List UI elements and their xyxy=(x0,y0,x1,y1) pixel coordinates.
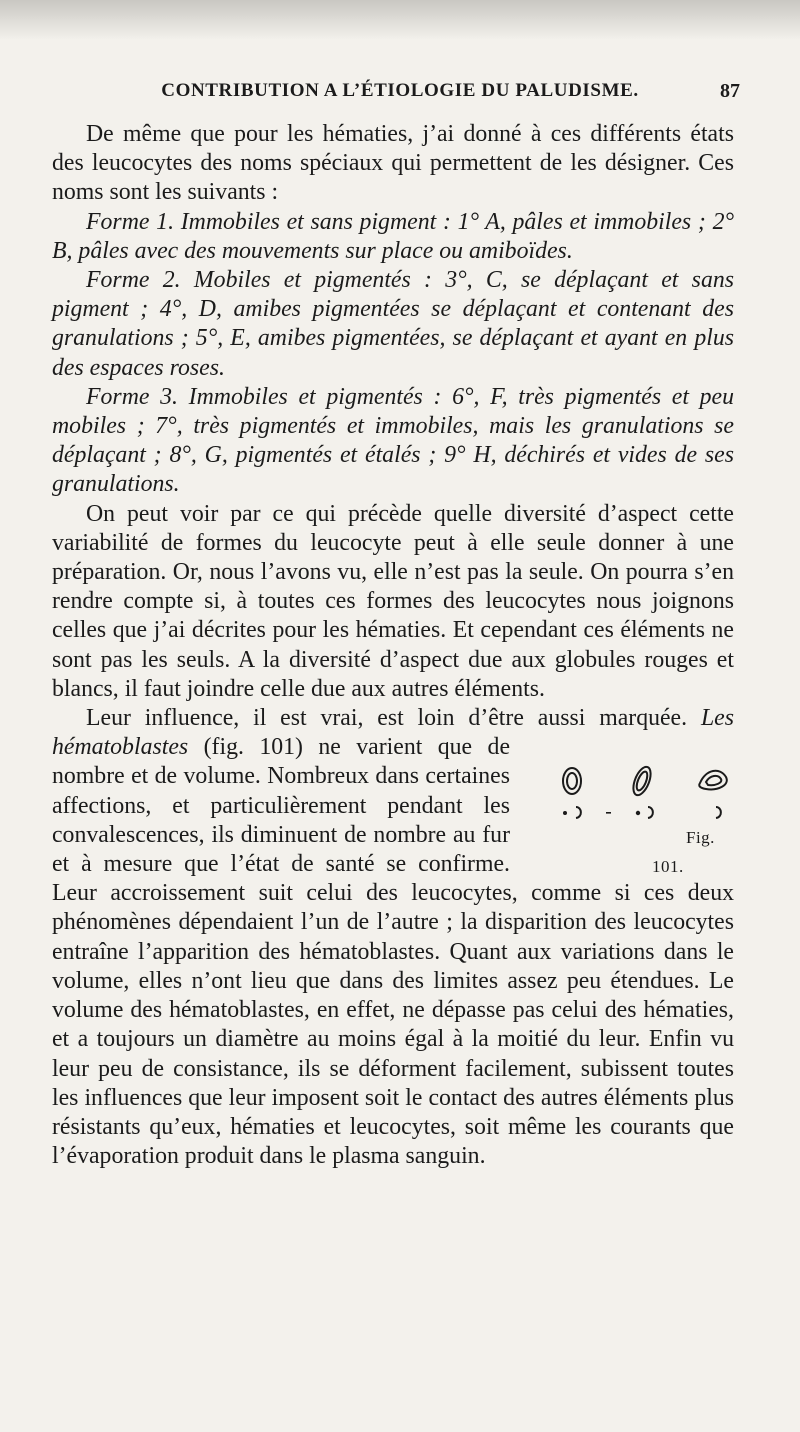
figure-caption: Fig. 101. xyxy=(652,828,715,877)
paragraph-hematoblastes xyxy=(52,704,734,1171)
figure-101 xyxy=(520,737,734,877)
hematoblastes-term: Les hématoblastes xyxy=(52,705,734,761)
page-edge-shadow xyxy=(0,0,800,40)
paragraph-1: De même que pour les hématies, j’ai donné à ces différents états des leucocytes des noms spéciaux qui permettent de les désigner. Ces noms sont les suivants : xyxy=(52,121,734,206)
body-text xyxy=(52,120,734,1171)
hematoblastes-lead: Leur influence, il est vrai, est loin d’être aussi marquée. xyxy=(86,705,688,732)
running-title: CONTRIBUTION A L’ÉTIOLOGIE DU PALUDISME. xyxy=(161,80,639,101)
paragraph-forme-3: Forme 3. Immobiles et pigmentés : 6°, F, très pigmentés et peu mobiles ; 7°, très pigmentés et immobiles, mais les granulations se déplaçant ; 8°, G, pigmentés et étalés ; 9° H, déchirés et vides de ses granulations. xyxy=(52,383,734,498)
running-header xyxy=(60,80,740,114)
paragraph-diversite: On peut voir par ce qui précède quelle diversité d’aspect cette variabilité de formes du leucocyte peut à elle seule donner à une préparation. Or, nous l’avons vu, elle n’est pas la seule. On pourra s’en rendre compte si, à toutes ces formes des leucocytes nous joignons celles que j’ai décrites pour les hématies. Et cependant ces éléments ne sont pas les seuls. A la diversité d’aspect due aux globules rouges et blancs, il faut joindre celle due aux autres éléments. xyxy=(52,500,734,702)
paragraph-forme-2: Forme 2. Mobiles et pigmentés : 3°, C, se déplaçant et sans pigment ; 4°, D, amibes pigmentées se déplaçant et contenant des granulations ; 5°, E, amibes pigmentées, se déplaçant et ayant en plus des espaces roses. xyxy=(52,267,734,381)
hematoblastes-body: (fig. 101) ne varient que de nombre et de volume. Nombreux dans certaines affections, et particulièrement pendant les convalescences, ils diminuent de nombre au fur et à mesure que l’état de santé se confirme. Leur accroissement suit celui des leucocytes, comme si ces deux phénomènes dépendaient l’un de l’autre ; la disparition des leucocytes entraîne l’apparition des hématoblastes. Quant aux variations dans le volume, elles n’ont lieu que dans des limites assez peu étendues. Le volume des hématoblastes, en effet, ne dépasse pas celui des hématies, et a toujours un diamètre au moins égal à la moitié du leur. Enfin vu leur peu de consistance, ils se déforment facilement, subissent toutes les influences que leur imposent soit le contact des autres éléments plus résistants qu’eux, hématies et leucocytes, soit même les courants que l’évaporation produit dans le plasma sanguin. xyxy=(52,734,734,1170)
page-number: 87 xyxy=(720,80,740,102)
paragraph-forme-1: Forme 1. Immobiles et sans pigment : 1° A, pâles et immobiles ; 2° B, pâles avec des mouvements sur place ou amiboïdes. xyxy=(52,208,734,264)
